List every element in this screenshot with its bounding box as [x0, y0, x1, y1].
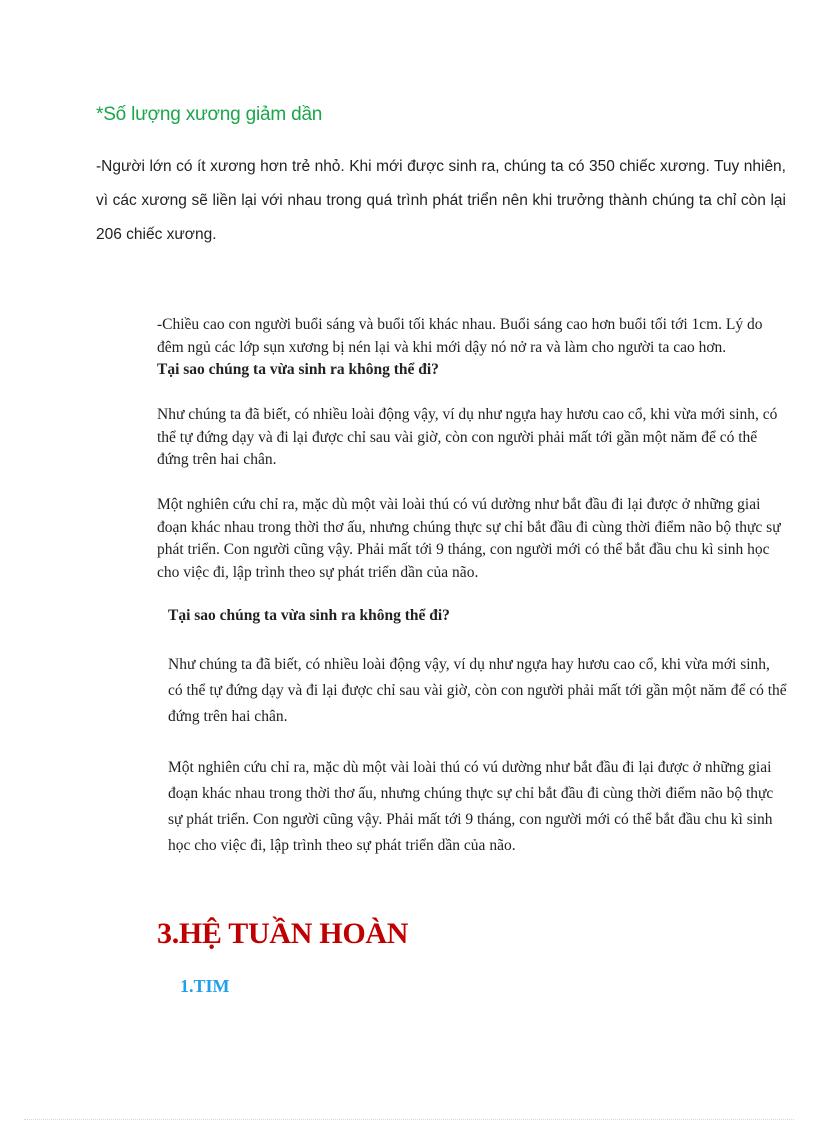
walking-question-heading: Tại sao chúng ta vừa sinh ra không thể đi?: [157, 361, 439, 378]
walking-research-paragraph: Một nghiên cứu chỉ ra, mặc dù một vài loài thú có vú dường như bắt đầu đi lại được ở những giai đoạn khác nhau trong thời thơ ấu, nhưng chúng thực sự chỉ bắt đầu đi cùng thời điểm não bộ thực sự phát triển. Con người cũng vậy. Phải mất tới 9 tháng, con người mới có thể bắt đầu chu kì sinh học cho việc đi, lập trình theo sự phát triển dần của não.: [157, 496, 781, 581]
bone-count-title: *Số lượng xương giảm dần: [96, 104, 323, 125]
walking-research-paragraph-repeat: Một nghiên cứu chỉ ra, mặc dù một vài loài thú có vú dường như bắt đầu đi lại được ở những giai đoạn khác nhau trong thời thơ ấu, nhưng chúng thực sự chỉ bắt đầu đi cùng thời điểm não bộ thực sự phát triển. Con người cũng vậy. Phải mất tới 9 tháng, con người mới có thể bắt đầu chu kì sinh học cho việc đi, lập trình theo sự phát triển dần của não.: [168, 759, 774, 854]
walking-question-heading-repeat: Tại sao chúng ta vừa sinh ra không thể đi?: [168, 607, 450, 624]
height-variation-paragraph: -Chiều cao con người buổi sáng và buổi tối khác nhau. Buổi sáng cao hơn buổi tối tới 1cm. Lý do đêm ngủ các lớp sụn xương bị nén lại và khi mới dậy nó nở ra và làm cho người ta cao hơn.: [157, 316, 763, 356]
circulatory-system-heading: 3.HỆ TUẦN HOÀN: [157, 917, 409, 950]
bone-count-paragraph: -Người lớn có ít xương hơn trẻ nhỏ. Khi mới được sinh ra, chúng ta có 350 chiếc xương. Tuy nhiên, vì các xương sẽ liền lại với nhau trong quá trình phát triển nên khi trưởng thành chúng ta chỉ còn lại 206 chiếc xương.: [96, 158, 786, 243]
walking-animals-paragraph-repeat: Như chúng ta đã biết, có nhiều loài động vậy, ví dụ như ngựa hay hươu cao cổ, khi vừa mới sinh, có thể tự đứng dạy và đi lại được chỉ sau vài giờ, còn con người phải mất tới gần một năm để có thể đứng trên hai chân.: [168, 656, 787, 725]
heart-subheading: 1.TIM: [180, 976, 230, 996]
walking-animals-paragraph: Như chúng ta đã biết, có nhiều loài động vậy, ví dụ như ngựa hay hươu cao cổ, khi vừa mới sinh, có thể tự đứng dạy và đi lại được chỉ sau vài giờ, còn con người phải mất tới gần một năm để có thể đứng trên hai chân.: [157, 406, 778, 468]
page-bottom-divider: [24, 1119, 794, 1120]
